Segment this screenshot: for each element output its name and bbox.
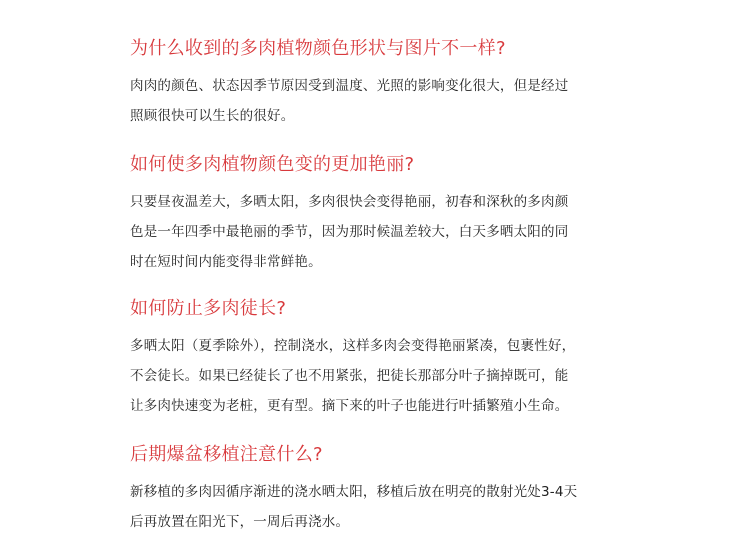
faq-answer xyxy=(130,331,650,421)
faq-section-prevent-leggy xyxy=(130,298,650,421)
answer-line: 色是一年四季中最艳丽的季节，因为那时候温差较大，白天多晒太阳的同 xyxy=(130,224,569,240)
faq-question: 后期爆盆移植注意什么? xyxy=(130,444,323,465)
faq-answer xyxy=(130,71,650,131)
faq-answer xyxy=(130,477,650,537)
faq-answer xyxy=(130,187,650,277)
answer-line: 肉肉的颜色、状态因季节原因受到温度、光照的影响变化很大，但是经过 xyxy=(130,78,569,94)
faq-question: 如何使多肉植物颜色变的更加艳丽? xyxy=(130,154,415,175)
answer-line: 只要昼夜温差大，多晒太阳，多肉很快会变得艳丽，初春和深秋的多肉颜 xyxy=(130,194,569,210)
answer-line: 后再放置在阳光下，一周后再浇水。 xyxy=(130,514,350,530)
answer-line: 时在短时间内能变得非常鲜艳。 xyxy=(130,254,322,270)
faq-question: 为什么收到的多肉植物颜色形状与图片不一样? xyxy=(130,38,506,59)
answer-line: 新移植的多肉因循序渐进的浇水晒太阳，移植后放在明亮的散射光处3-4天 xyxy=(130,484,578,500)
faq-section-color-shape xyxy=(130,38,650,131)
answer-line: 让多肉快速变为老桩，更有型。摘下来的叶子也能进行叶插繁殖小生命。 xyxy=(130,398,569,414)
answer-line: 不会徒长。如果已经徒长了也不用紧张，把徒长那部分叶子摘掉既可，能 xyxy=(130,368,569,384)
faq-section-transplant xyxy=(130,444,650,537)
answer-line: 照顾很快可以生长的很好。 xyxy=(130,108,295,124)
answer-line: 多晒太阳（夏季除外），控制浇水，这样多肉会变得艳丽紧凑，包裹性好， xyxy=(130,338,576,354)
faq-question: 如何防止多肉徒长? xyxy=(130,298,287,319)
faq-section-vivid-color xyxy=(130,154,650,277)
